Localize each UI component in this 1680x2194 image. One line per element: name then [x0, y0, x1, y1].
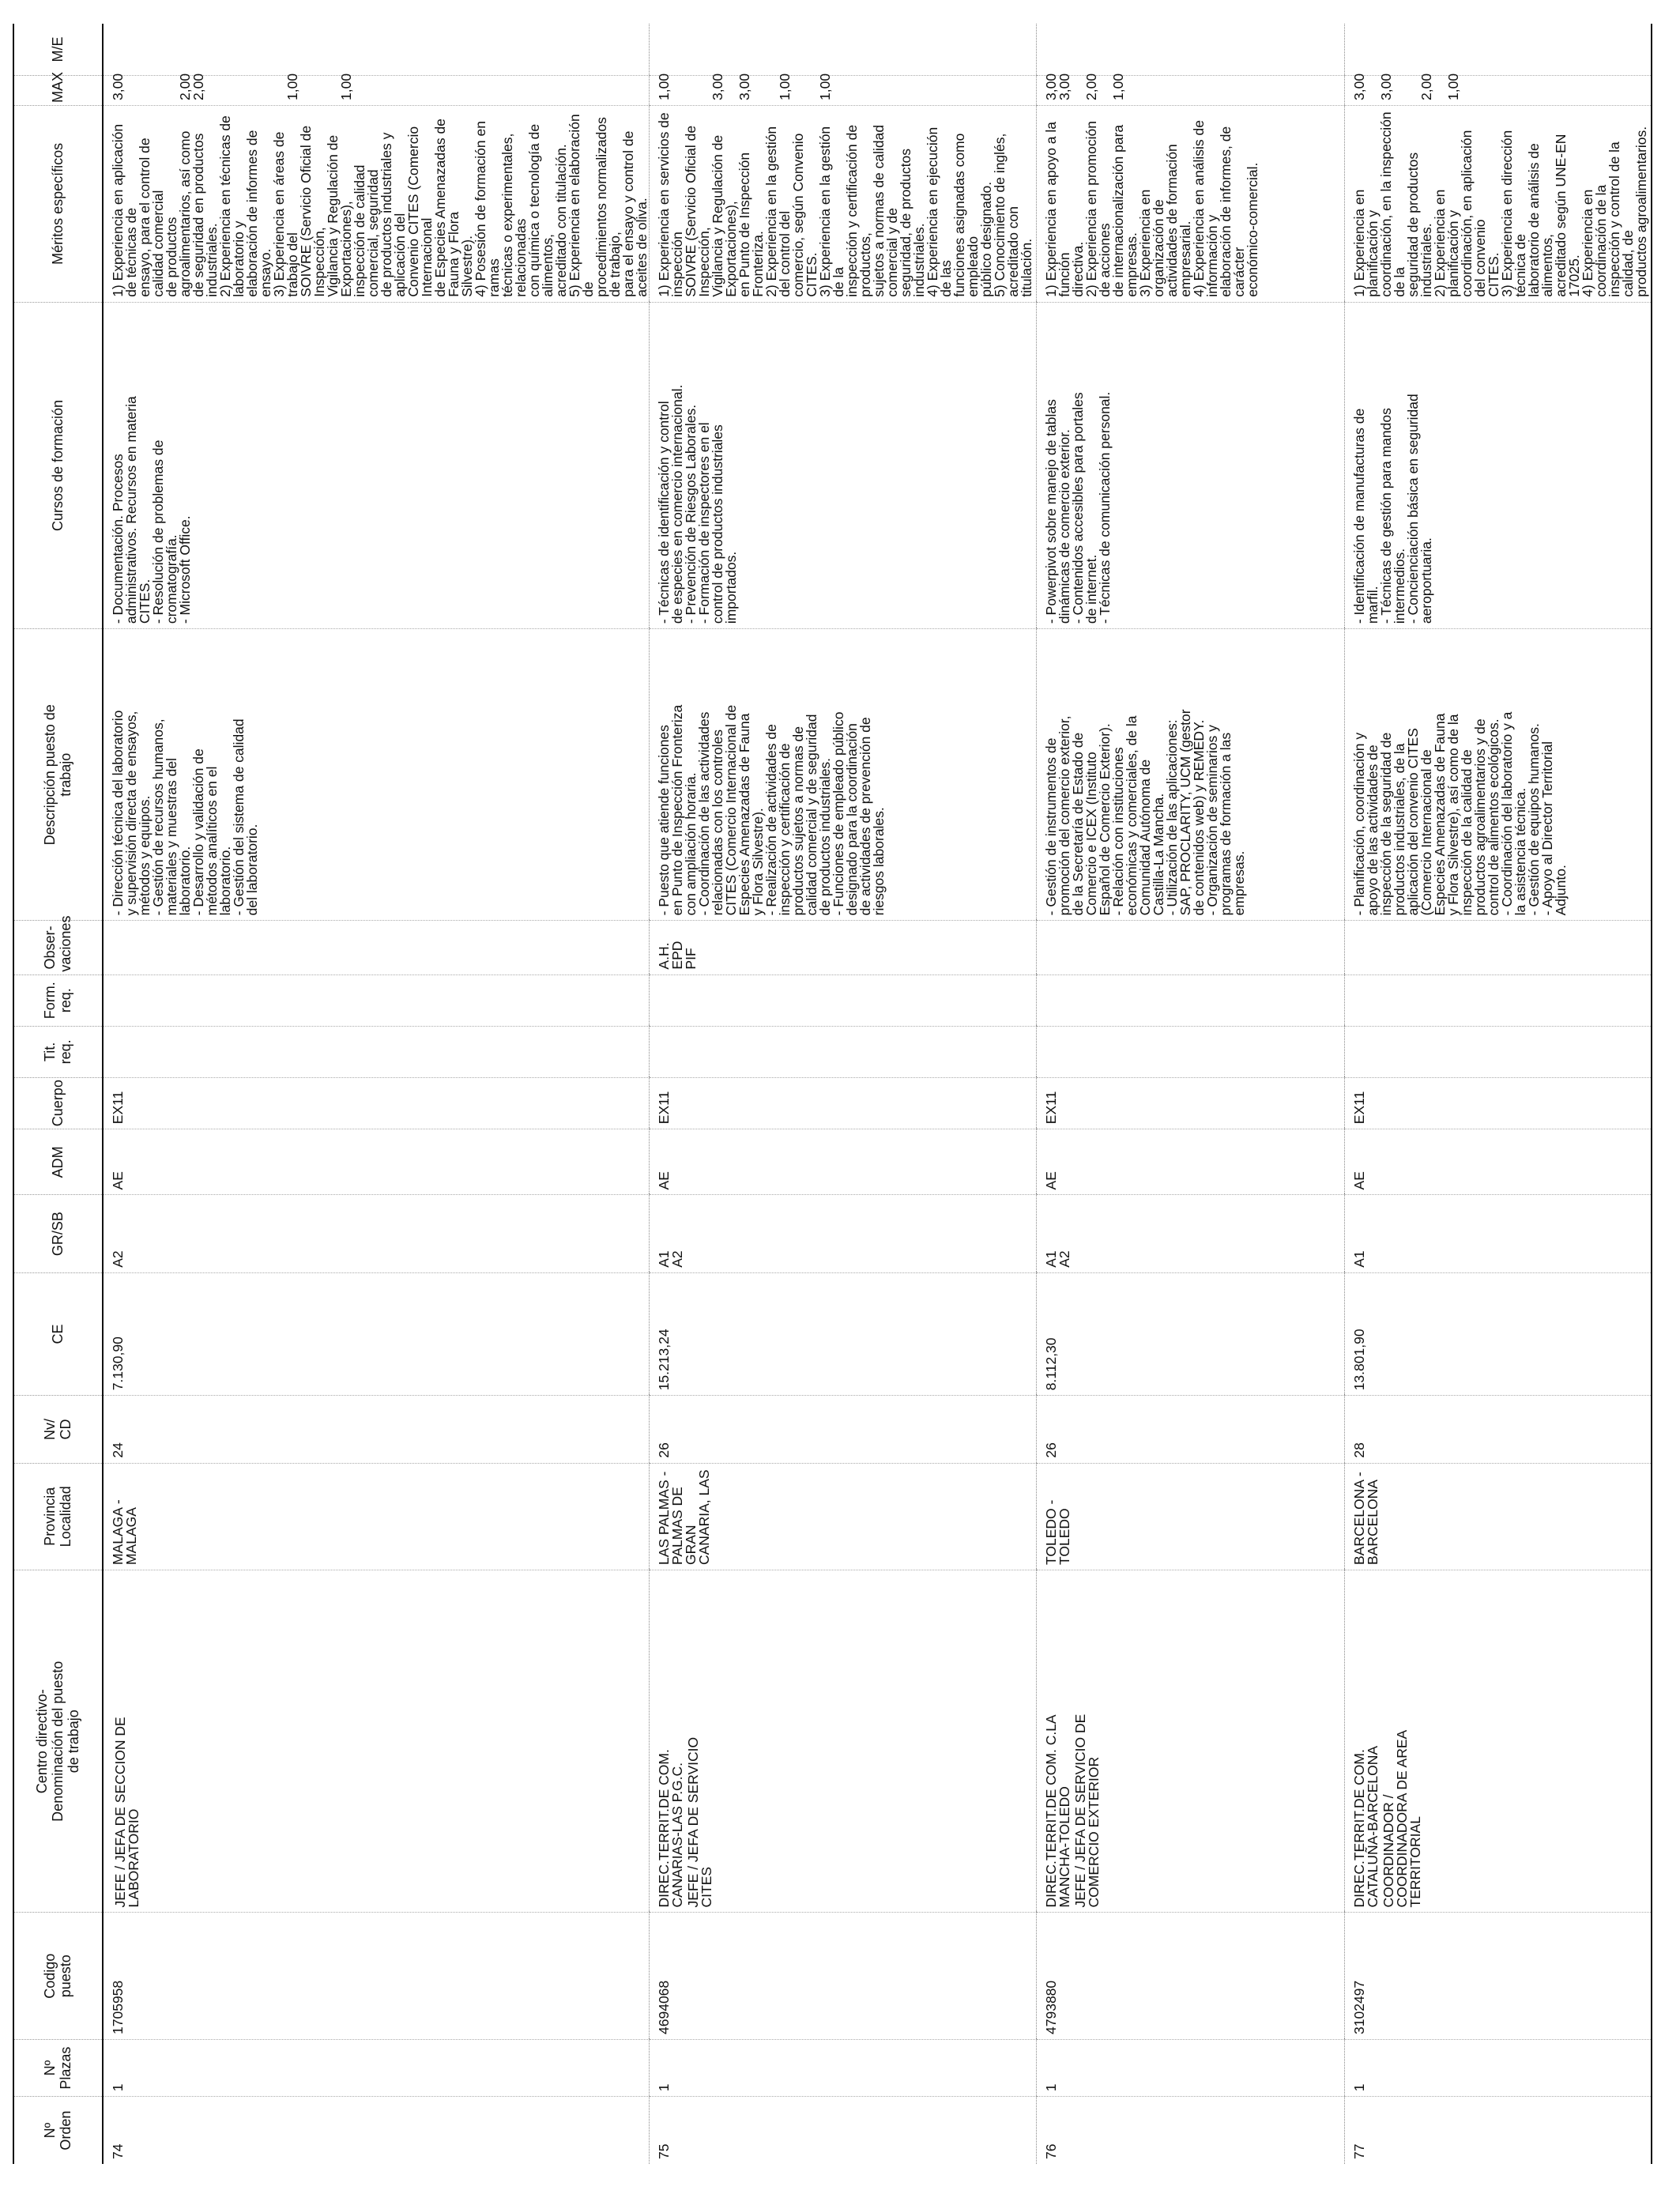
cursos-cell: - Documentación. Procesos administrativos. Recursos en materia CITES. - Resolución de problemas de cromatografía. - Microsoft Office.: [103, 302, 650, 628]
col-header-codigo: Codigo puesto: [13, 1913, 103, 2040]
nivel-cell: 24: [103, 1396, 650, 1463]
ce-cell: 13.801,90: [1345, 1272, 1653, 1396]
puesto-denominacion: JEFE / JEFA DE SERVICIO DE COMERCIO EXTERIOR: [1072, 1713, 1102, 1908]
plazas-cell: 1: [1037, 2039, 1345, 2096]
centro-cell: [650, 1570, 1037, 1913]
form-cell: [650, 974, 1037, 1026]
provincia-cell: MALAGA - MALAGA: [103, 1463, 650, 1570]
cursos-cell: - Powerpivot sobre manejo de tablas dinámicas de comercio exterior. - Contenidos accesibles para portales de internet. - Técnicas de comunicación personal.: [1037, 302, 1345, 628]
meritos-cell: 1) Experiencia en servicios de inspección SOIVRE (Servicio Oficial de Inspección, Vigilancia y Regulación de Exportaciones), en Punto de Inspección Fronteriza. 2) Experiencia en la gestión del control del comercio, según Convenio CITES. 3) Experiencia en la gestión de la inspección y certificación de productos, sujetos a normas de calidad comercial y de seguridad, de productos industriales. 4) Experiencia en ejecución de las funciones asignadas como empleado público designado. 5) Conocimiento de inglés, acreditado con titulación.: [650, 105, 1037, 302]
col-header-me: M/E: [13, 24, 103, 75]
provincia-cell: LAS PALMAS - PALMAS DE GRAN CANARIA, LAS: [650, 1463, 1037, 1570]
adm-cell: AE: [1037, 1129, 1345, 1195]
obs-cell: [1345, 921, 1653, 974]
col-header-plazas: Nº Plazas: [13, 2039, 103, 2096]
provincia-cell: BARCELONA - BARCELONA: [1345, 1463, 1653, 1570]
table-row: [1037, 24, 1345, 2164]
puesto-denominacion: JEFE / JEFA DE SECCION DE LABORATORIO: [112, 1717, 141, 1908]
col-header-form: Form. req.: [13, 974, 103, 1026]
centro-cell: [1037, 1570, 1345, 1913]
tit-cell: [103, 1026, 650, 1077]
cuerpo-cell: EX11: [1037, 1078, 1345, 1129]
tit-cell: [1037, 1026, 1345, 1077]
centro-directivo: DIREC.TERRIT.DE COM. CATALUÑA-BARCELONA: [1351, 1745, 1381, 1908]
form-cell: [103, 974, 650, 1026]
col-header-tit: Tit. req.: [13, 1026, 103, 1077]
col-header-grupo: GR/SB: [13, 1195, 103, 1272]
ce-cell: 8.112,30: [1037, 1272, 1345, 1396]
col-header-cuerpo: Cuerpo: [13, 1078, 103, 1129]
provincia-cell: TOLEDO - TOLEDO: [1037, 1463, 1345, 1570]
grupo-cell: A1: [1345, 1195, 1653, 1272]
col-header-adm: ADM: [13, 1129, 103, 1195]
col-header-orden: Nº Orden: [13, 2097, 103, 2164]
header-row: [13, 24, 103, 2164]
me-cell: [1345, 24, 1653, 75]
cuerpo-cell: EX11: [1345, 1078, 1653, 1129]
puesto-denominacion: COORDINADOR / COORDINADORA DE AREA TERRITORIAL: [1381, 1729, 1423, 1908]
me-cell: [650, 24, 1037, 75]
table-row: [650, 24, 1037, 2164]
nivel-cell: 26: [650, 1396, 1037, 1463]
centro-directivo: DIREC.TERRIT.DE COM. CANARIAS-LAS P.G.C.: [656, 1749, 685, 1908]
orden-cell: 75: [650, 2097, 1037, 2164]
col-header-nivel: Nv/ CD: [13, 1396, 103, 1463]
col-header-meritos: Méritos específicos: [13, 105, 103, 302]
col-header-cursos: Cursos de formación: [13, 302, 103, 628]
grupo-cell: A1 A2: [1037, 1195, 1345, 1272]
max-cell: 1,00 3,00 3,00 1,00 1,00: [650, 75, 1037, 105]
max-cell: 3,00 3,00 2,00 1,00: [1345, 75, 1653, 105]
obs-cell: [1037, 921, 1345, 974]
ce-cell: 15.213,24: [650, 1272, 1037, 1396]
descripcion-cell: - Dirección técnica del laboratorio y supervisión directa de ensayos, métodos y equipos. - Gestión de recursos humanos, materiales y muestras del laboratorio. - Desarrollo y validación de métodos analíticos en el laboratorio. - Gestión del sistema de calidad del laboratorio.: [103, 629, 650, 921]
form-cell: [1037, 974, 1345, 1026]
adm-cell: AE: [1345, 1129, 1653, 1195]
table-row: [103, 24, 650, 2164]
centro-directivo: DIREC.TERRIT.DE COM. C.LA MANCHA-TOLEDO: [1043, 1714, 1072, 1908]
ce-cell: 7.130,90: [103, 1272, 650, 1396]
centro-cell: [1345, 1570, 1653, 1913]
descripcion-cell: - Planificación, coordinación y apoyo de las actividades de inspección de la seguridad de productos industriales, de la aplicación del convenio CITES (Comercio Internacional de Especies Amenazadas de Fauna y Flora Silvestre), así como de la inspección de la calidad de productos agroalimentarios y de control de alimentos ecológicos. - Coordinación del laboratorio y a la asistencia técnica. - Gestión de equipos humanos. - Apoyo al Director Territorial Adjunto.: [1345, 629, 1653, 921]
me-cell: [103, 24, 650, 75]
form-cell: [1345, 974, 1653, 1026]
grupo-cell: A1 A2: [650, 1195, 1037, 1272]
col-header-descripcion: Descripción puesto de trabajo: [13, 629, 103, 921]
tit-cell: [1345, 1026, 1653, 1077]
codigo-cell: 4694068: [650, 1913, 1037, 2040]
codigo-cell: 3102497: [1345, 1913, 1653, 2040]
cursos-cell: - Identificación de manufacturas de marfil. - Técnicas de gestión para mandos intermedios. - Concienciación básica en seguridad aeroportuaria.: [1345, 302, 1653, 628]
descripcion-cell: - Puesto que atiende funciones en Punto de Inspección Fronteriza con ampliación horaria. - Coordinación de las actividades relacionadas con los controles CITES (Comercio Internacional de Especies Amenazadas de Fauna y Flora Silvestre). - Realización de actividades de inspección y certificación de productos sujetos a normas de calidad comercial y de seguridad de productos industriales. - Funciones de empleado público designado para la coordinación de actividades de prevención de riesgos laborales.: [650, 629, 1037, 921]
nivel-cell: 28: [1345, 1396, 1653, 1463]
codigo-cell: 1705958: [103, 1913, 650, 2040]
orden-cell: 77: [1345, 2097, 1653, 2164]
table-row: [1345, 24, 1653, 2164]
plazas-cell: 1: [103, 2039, 650, 2096]
col-header-provincia: Provincia Localidad: [13, 1463, 103, 1570]
meritos-cell: 1) Experiencia en apoyo a la función directiva. 2) Experiencia en promoción de acciones de internacionalización para empresas. 3) Experiencia en organización de actividades de formación empresarial. 4) Experiencia en análisis de información y elaboración de informes, de carácter económico-comercial.: [1037, 105, 1345, 302]
max-cell: 3,00 2,00 2,00 1,00 1,00: [103, 75, 650, 105]
cursos-cell: - Técnicas de identificación y control de especies en comercio internacional. - Prevención de Riesgos Laborales. - Formación de inspectores en el control de productos industriales importados.: [650, 302, 1037, 628]
col-header-max: MAX: [13, 75, 103, 105]
adm-cell: AE: [103, 1129, 650, 1195]
puesto-denominacion: JEFE / JEFA DE SERVICIO CITES: [685, 1736, 714, 1908]
codigo-cell: 4793880: [1037, 1913, 1345, 2040]
col-header-obs: Obser- vaciones: [13, 921, 103, 974]
orden-cell: 74: [103, 2097, 650, 2164]
obs-cell: A.H. EPD PIF: [650, 921, 1037, 974]
nivel-cell: 26: [1037, 1396, 1345, 1463]
tit-cell: [650, 1026, 1037, 1077]
descripcion-cell: - Gestión de instrumentos de promoción del comercio exterior, de la Secretaría de Estado de Comercio e ICEX (Instituto Español de Comercio Exterior). - Relación con instituciones económicas y comerciales, de la Comunidad Autónoma de Castilla-La Mancha. - Utilización de las aplicaciones: SAP, PROCLARITY, UCM (gestor de contenidos web) y REMEDY. - Organización de seminarios y programas de formación a las empresas.: [1037, 629, 1345, 921]
adm-cell: AE: [650, 1129, 1037, 1195]
orden-cell: 76: [1037, 2097, 1345, 2164]
col-header-ce: CE: [13, 1272, 103, 1396]
centro-cell: [103, 1570, 650, 1913]
max-cell: 3,00 3,00 2,00 1,00: [1037, 75, 1345, 105]
me-cell: [1037, 24, 1345, 75]
meritos-cell: 1) Experiencia en aplicación de técnicas de ensayo, para el control de calidad comercial de productos agroalimentarios, así como de seguridad en productos industriales. 2) Experiencia en técnicas de laboratorio y elaboración de informes de ensayo. 3) Experiencia en áreas de trabajo del SOIVRE (Servicio Oficial de Inspección, Vigilancia y Regulación de Exportaciones), inspección de calidad comercial, seguridad de productos industriales y aplicación del Convenio CITES (Comercio Internacional de Especies Amenazadas de Fauna y Flora Silvestre). 4) Posesión de formación en ramas técnicas o experimentales, relacionadas con química o tecnología de alimentos, acreditado con titulación. 5) Experiencia en elaboración de procedimientos normalizados de trabajo, para el ensayo y control de aceites de oliva.: [103, 105, 650, 302]
plazas-cell: 1: [1345, 2039, 1653, 2096]
plazas-cell: 1: [650, 2039, 1037, 2096]
cuerpo-cell: EX11: [103, 1078, 650, 1129]
meritos-cell: 1) Experiencia en planificación y coordinación, en la inspección de la seguridad de productos industriales. 2) Experiencia en planificación y coordinación, en aplicación del convenio CITES. 3) Experiencia en dirección técnica de laboratorio de análisis de alimentos, acreditado según UNE-EN 17025. 4) Experiencia en coordinación de la inspección y control de la calidad, de productos agroalimentarios.: [1345, 105, 1653, 302]
grupo-cell: A2: [103, 1195, 650, 1272]
col-header-centro: Centro directivo- Denominación del puesto de trabajo: [13, 1570, 103, 1913]
cuerpo-cell: EX11: [650, 1078, 1037, 1129]
obs-cell: [103, 921, 650, 974]
positions-table: [13, 24, 1652, 2164]
